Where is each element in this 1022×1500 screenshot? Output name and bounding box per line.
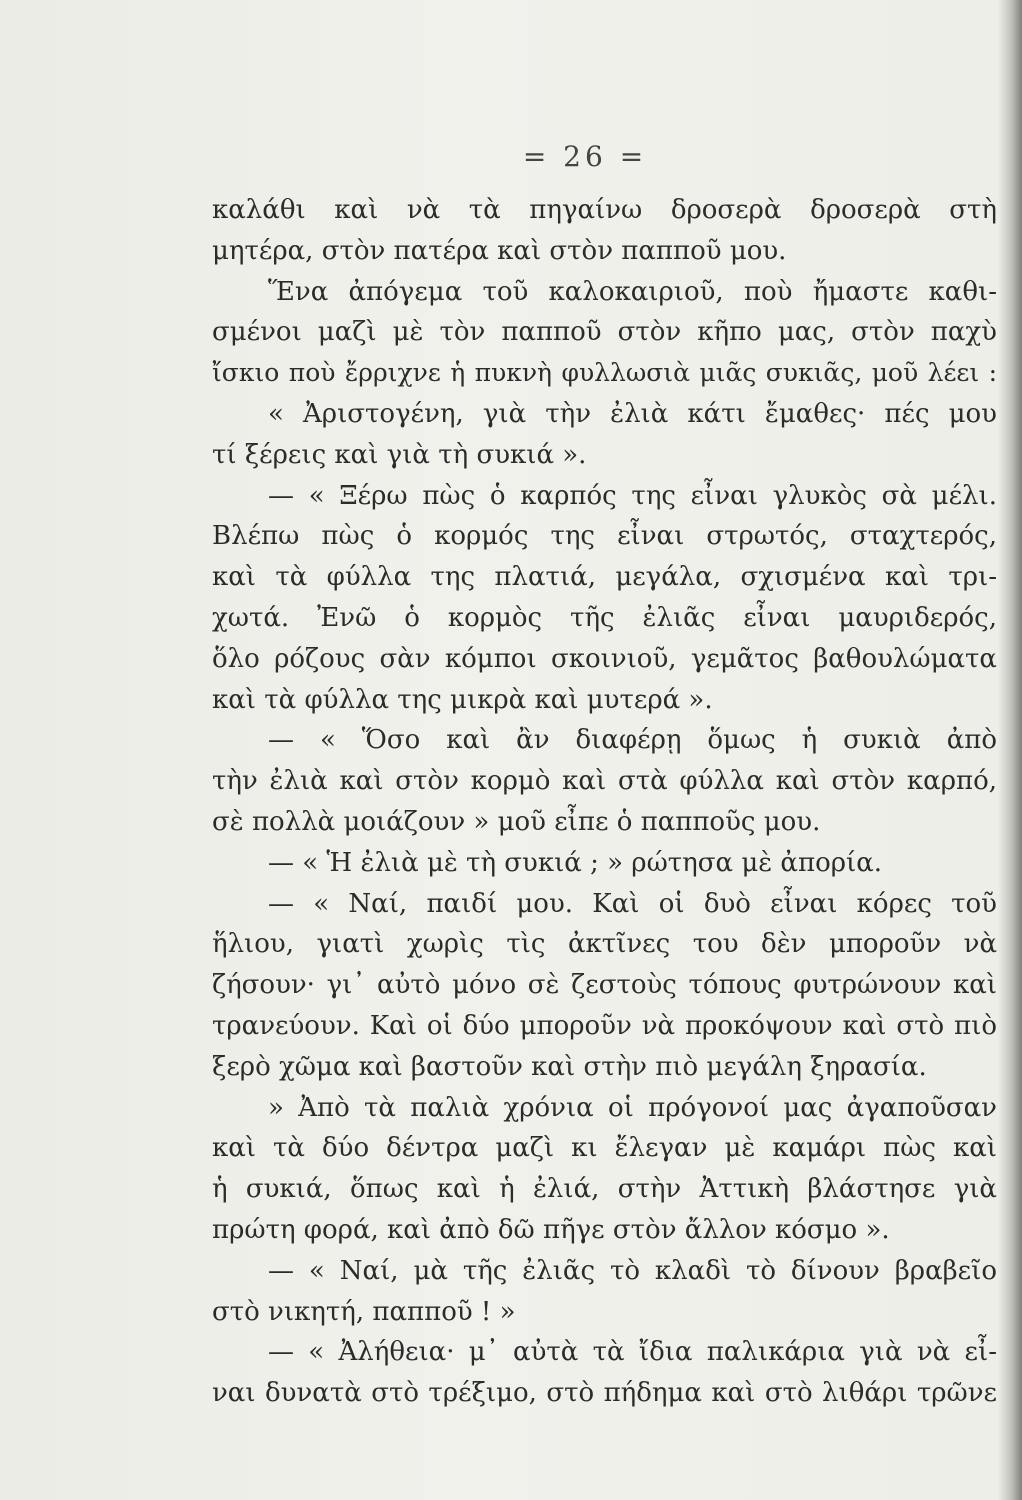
page-binding-edge <box>998 0 1022 1500</box>
text-line: — « Ἡ ἐλιὰ μὲ τὴ συκιά ; » ρώτησα μὲ ἀπορία. <box>268 847 883 878</box>
text-line: Βλέπω πὼς ὁ κορμός της εἶναι στρωτός, σταχτερός, <box>212 521 997 552</box>
text-line: ἥλιου, γιατὶ χωρὶς τὶς ἀκτῖνες του δὲν μποροῦν νὰ <box>212 929 997 960</box>
text-line: Ἕνα ἀπόγεμα τοῦ καλοκαιριοῦ, ποὺ ἤμαστε καθι- <box>268 276 997 307</box>
text-line: — « Ναί, παιδί μου. Καὶ οἱ δυὸ εἶναι κόρες τοῦ <box>268 888 997 919</box>
text-line: ὅλο ρόζους σὰν κόμποι σκοινιοῦ, γεμᾶτος βαθουλώματα <box>212 643 997 674</box>
page-number: = 26 = <box>522 140 648 173</box>
text-line: ἴσκιο ποὺ ἔρριχνε ἡ πυκνὴ φυλλωσιὰ μιᾶς συκιᾶς, μοῦ λέει : <box>212 358 997 388</box>
text-line: καὶ τὰ φύλλα της μικρὰ καὶ μυτερά ». <box>212 684 713 715</box>
text-line: ξερὸ χῶμα καὶ βαστοῦν καὶ στὴν πιὸ μεγάλη ξηρασία. <box>212 1051 927 1082</box>
text-line: — « Ἀλήθεια· μ᾽ αὐτὰ τὰ ἴδια παλικάρια γιὰ νὰ εἶ- <box>268 1337 997 1368</box>
text-line: τί ξέρεις καὶ γιὰ τὴ συκιά ». <box>212 439 587 470</box>
text-line: τὴν ἐλιὰ καὶ στὸν κορμὸ καὶ στὰ φύλλα καὶ στὸν καρπό, <box>212 766 997 797</box>
text-line: πρώτη φορά, καὶ ἀπὸ δῶ πῆγε στὸν ἄλλον κόσμο ». <box>212 1214 890 1245</box>
text-line: καλάθι καὶ νὰ τὰ πηγαίνω δροσερὰ δροσερὰ στὴ <box>212 195 997 225</box>
text-line: τρανεύουν. Καὶ οἱ δύο μποροῦν νὰ προκόψουν καὶ στὸ πιὸ <box>212 1010 997 1041</box>
text-line: ζήσουν· γι᾽ αὐτὸ μόνο σὲ ζεστοὺς τόπους φυτρώνουν καὶ <box>212 970 997 1001</box>
body-text <box>212 190 997 1414</box>
text-line: — « Ξέρω πὼς ὁ καρπός της εἶναι γλυκὸς σὰ μέλι. <box>268 480 997 511</box>
text-line: καὶ τὰ δύο δέντρα μαζὶ κι ἔλεγαν μὲ καμάρι πὼς καὶ <box>212 1133 997 1164</box>
text-line: χωτά. Ἐνῶ ὁ κορμὸς τῆς ἐλιᾶς εἶναι μαυριδερός, <box>212 602 997 633</box>
text-line: ἡ συκιά, ὅπως καὶ ἡ ἐλιά, στὴν Ἀττικὴ βλάστησε γιὰ <box>212 1174 997 1205</box>
text-line: μητέρα, στὸν πατέρα καὶ στὸν παπποῦ μου. <box>212 235 787 266</box>
text-line: « Ἀριστογένη, γιὰ τὴν ἐλιὰ κάτι ἔμαθες· πές μου <box>268 398 997 429</box>
text-line: σὲ πολλὰ μοιάζουν » μοῦ εἶπε ὁ παπποῦς μου. <box>212 806 821 837</box>
text-line: καὶ τὰ φύλλα της πλατιά, μεγάλα, σχισμένα καὶ τρι- <box>212 562 997 593</box>
text-line: » Ἀπὸ τὰ παλιὰ χρόνια οἱ πρόγονοί μας ἀγαποῦσαν <box>268 1092 997 1123</box>
text-line: σμένοι μαζὶ μὲ τὸν παπποῦ στὸν κῆπο μας, στὸν παχὺ <box>212 317 997 348</box>
text-line: ναι δυνατὰ στὸ τρέξιμο, στὸ πήδημα καὶ στὸ λιθάρι τρῶνε <box>212 1378 997 1409</box>
text-line: — « Ὅσο καὶ ἂν διαφέρῃ ὅμως ἡ συκιὰ ἀπὸ <box>268 725 997 756</box>
text-line: στὸ νικητή, παπποῦ ! » <box>212 1296 516 1327</box>
text-line: — « Ναί, μὰ τῆς ἐλιᾶς τὸ κλαδὶ τὸ δίνουν βραβεῖο <box>268 1255 997 1286</box>
